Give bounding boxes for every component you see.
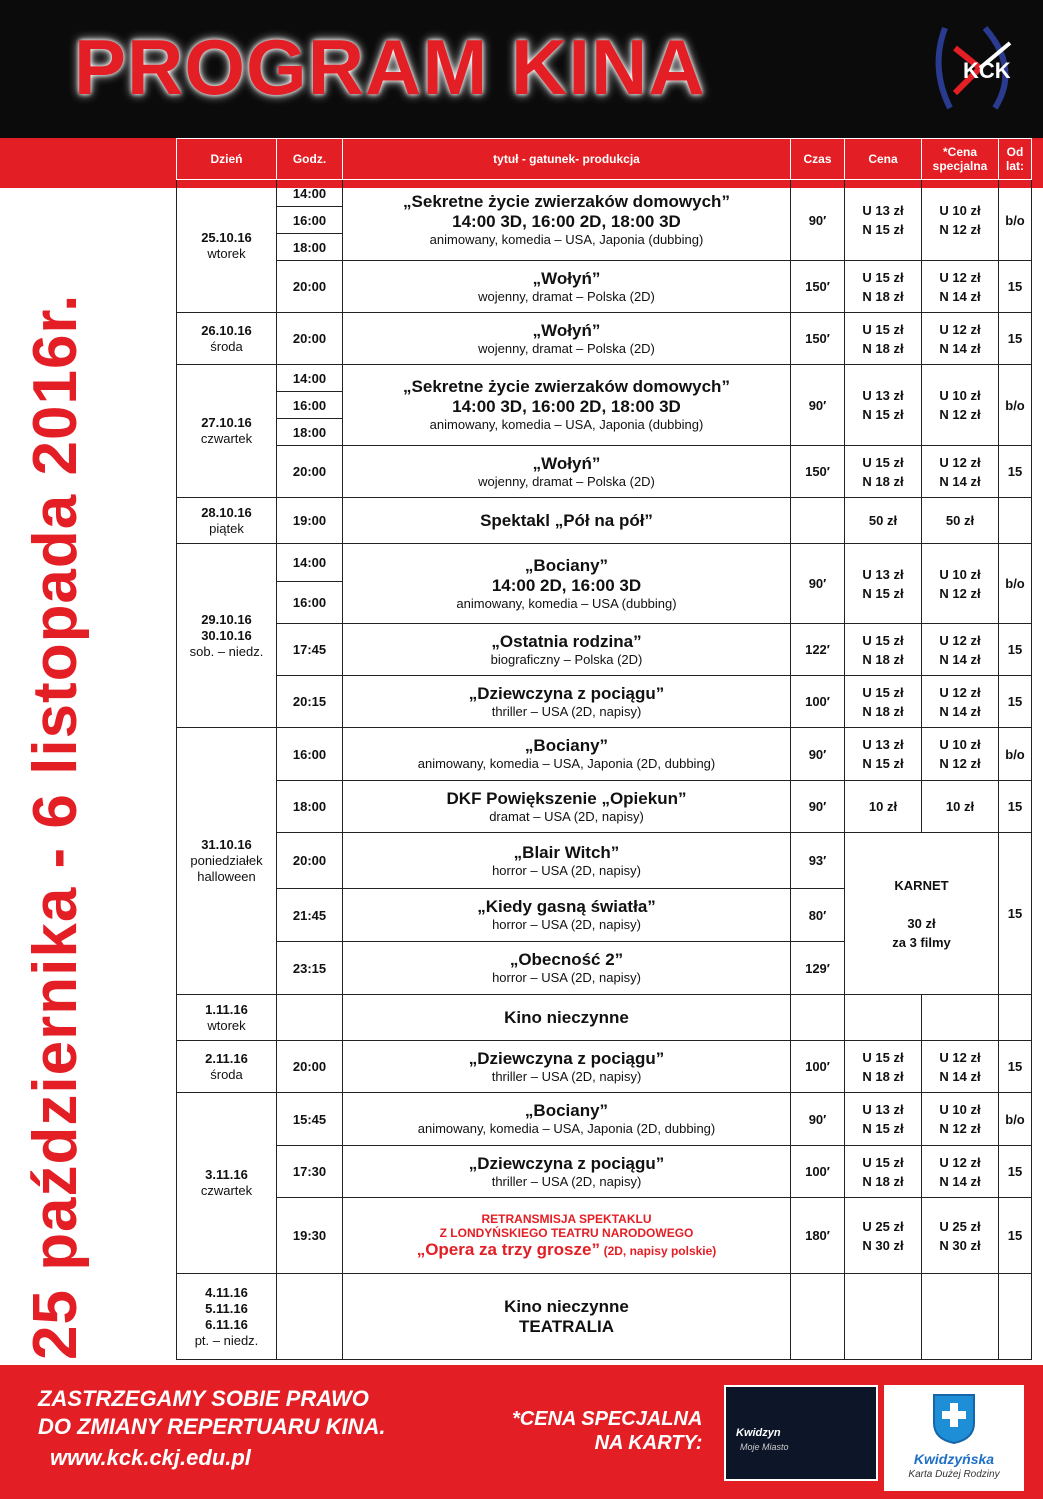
movie-cell: „Obecność 2” horror – USA (2D, napisy) — [343, 942, 791, 995]
table-row — [177, 544, 1032, 582]
price-cell: U 15 zł N 18 zł — [845, 1041, 922, 1093]
time-cell: 20:00 — [277, 261, 343, 313]
duration-cell: 90′ — [791, 728, 845, 781]
time-cell: 14:00 — [277, 365, 343, 392]
table-row — [177, 261, 1032, 313]
time-cell: 16:00 — [277, 392, 343, 419]
duration-cell: 150′ — [791, 261, 845, 313]
movie-cell: „Wołyń” wojenny, dramat – Polska (2D) — [343, 446, 791, 498]
special-price-cell: U 12 zł N 14 zł — [922, 676, 999, 728]
theatre-label: Z LONDYŃSKIEGO TEATRU NARODOWEGO — [439, 1225, 694, 1240]
duration-cell: 90′ — [791, 544, 845, 624]
movie-cell: Kino nieczynne — [343, 995, 791, 1041]
time-cell: 17:30 — [277, 1146, 343, 1198]
price-cell: U 13 zł N 15 zł — [845, 1093, 922, 1146]
age-cell: b/o — [999, 728, 1032, 781]
movie-cell: „Sekretne życie zwierzaków domowych” 14:00 3D, 16:00 2D, 18:00 3D animowany, komedia – USA, Japonia (dubbing) — [343, 180, 791, 261]
table-row — [177, 180, 1032, 207]
kwidzyn-card-text: Kwidzyn — [736, 1427, 781, 1439]
table-row — [177, 624, 1032, 676]
kwidzyn-card-subtext: Moje Miasto — [740, 1442, 789, 1452]
family-card — [884, 1385, 1024, 1491]
movie-cell: „Sekretne życie zwierzaków domowych” 14:00 3D, 16:00 2D, 18:00 3D animowany, komedia – USA, Japonia (dubbing) — [343, 365, 791, 446]
time-cell: 19:00 — [277, 498, 343, 544]
table-row — [177, 446, 1032, 498]
time-cell: 14:00 — [277, 544, 343, 582]
special-price-cell: U 10 zł N 12 zł — [922, 728, 999, 781]
time-cell: 20:00 — [277, 313, 343, 365]
time-cell — [277, 995, 343, 1041]
family-card-title: Kwidzyńska — [913, 1451, 995, 1467]
price-cell: U 15 zł N 18 zł — [845, 446, 922, 498]
price-cell: U 15 zł N 18 zł — [845, 261, 922, 313]
special-price-cell: U 12 zł N 14 zł — [922, 1146, 999, 1198]
age-cell: 15 — [999, 1198, 1032, 1274]
repertoire-notice: ZASTRZEGAMY SOBIE PRAWO DO ZMIANY REPERTUARU KINA. — [38, 1386, 386, 1439]
time-cell: 23:15 — [277, 942, 343, 995]
duration-cell — [791, 1274, 845, 1360]
special-price-cell: U 12 zł N 14 zł — [922, 261, 999, 313]
duration-cell: 90′ — [791, 365, 845, 446]
day-cell: 26.10.16 środa — [177, 313, 277, 365]
duration-cell: 180′ — [791, 1198, 845, 1274]
shield-icon — [932, 1393, 976, 1445]
duration-cell: 100′ — [791, 676, 845, 728]
schedule-table — [176, 138, 1032, 1360]
col-title: tytuł - gatunek- produkcja — [343, 139, 791, 180]
age-cell: 15 — [999, 1041, 1032, 1093]
special-price-cell: U 10 zł N 12 zł — [922, 365, 999, 446]
special-price-cell — [922, 995, 999, 1041]
duration-cell: 150′ — [791, 313, 845, 365]
special-price-cell: U 12 zł N 14 zł — [922, 446, 999, 498]
header-row — [177, 139, 1032, 180]
age-cell: 15 — [999, 781, 1032, 833]
movie-cell: „Bociany” animowany, komedia – USA, Japonia (2D, dubbing) — [343, 728, 791, 781]
movie-cell: „Wołyń” wojenny, dramat – Polska (2D) — [343, 261, 791, 313]
price-cell: U 13 zł N 15 zł — [845, 365, 922, 446]
website-link[interactable]: www.kck.ckj.edu.pl — [50, 1445, 251, 1470]
time-cell: 16:00 — [277, 728, 343, 781]
table-row — [177, 1093, 1032, 1146]
duration-cell — [791, 995, 845, 1041]
duration-cell: 90′ — [791, 1093, 845, 1146]
time-cell: 16:00 — [277, 582, 343, 624]
page-title: PROGRAM KINA — [74, 23, 706, 111]
price-cell: U 15 zł N 18 zł — [845, 676, 922, 728]
age-cell: b/o — [999, 544, 1032, 624]
col-day: Dzień — [177, 139, 277, 180]
movie-cell: Kino nieczynne TEATRALIA — [343, 1274, 791, 1360]
age-cell: 15 — [999, 676, 1032, 728]
age-cell: 15 — [999, 624, 1032, 676]
time-cell: 18:00 — [277, 781, 343, 833]
price-cell — [845, 995, 922, 1041]
duration-cell — [791, 498, 845, 544]
table-row — [177, 781, 1032, 833]
day-cell: 3.11.16 czwartek — [177, 1093, 277, 1274]
movie-cell: „Bociany” animowany, komedia – USA, Japonia (2D, dubbing) — [343, 1093, 791, 1146]
col-time: Godz. — [277, 139, 343, 180]
special-price-cell: U 10 zł N 12 zł — [922, 1093, 999, 1146]
price-cell: U 15 zł N 18 zł — [845, 624, 922, 676]
time-cell: 20:00 — [277, 446, 343, 498]
age-cell: b/o — [999, 1093, 1032, 1146]
special-price-note: *CENA SPECJALNA NA KARTY: — [512, 1408, 703, 1454]
duration-cell: 93′ — [791, 833, 845, 889]
footer — [0, 1365, 1043, 1499]
duration-cell: 90′ — [791, 180, 845, 261]
special-price-cell: U 25 zł N 30 zł — [922, 1198, 999, 1274]
table-row — [177, 1198, 1032, 1274]
time-cell: 17:45 — [277, 624, 343, 676]
age-cell: 15 — [999, 833, 1032, 995]
special-price-cell — [922, 1274, 999, 1360]
special-price-cell: U 12 zł N 14 zł — [922, 624, 999, 676]
retransmission-label: RETRANSMISJA SPEKTAKLU — [481, 1211, 652, 1226]
age-cell: 15 — [999, 1146, 1032, 1198]
col-age: Od lat: — [999, 139, 1032, 180]
age-cell — [999, 995, 1032, 1041]
day-cell: 1.11.16 wtorek — [177, 995, 277, 1041]
price-cell: U 13 zł N 15 zł — [845, 544, 922, 624]
price-cell: U 25 zł N 30 zł — [845, 1198, 922, 1274]
time-cell: 20:00 — [277, 833, 343, 889]
movie-cell: Spektakl „Pół na pół” — [343, 498, 791, 544]
time-cell: 19:30 — [277, 1198, 343, 1274]
time-cell: 21:45 — [277, 889, 343, 942]
table-row — [177, 1274, 1032, 1360]
time-cell: 18:00 — [277, 419, 343, 446]
price-cell: U 15 zł N 18 zł — [845, 1146, 922, 1198]
table-row — [177, 313, 1032, 365]
age-cell: 15 — [999, 446, 1032, 498]
col-special-price: *Cena specjalna — [922, 139, 999, 180]
duration-cell: 90′ — [791, 781, 845, 833]
movie-cell: RETRANSMISJA SPEKTAKLU Z LONDYŃSKIEGO TEATRU NARODOWEGO „Opera za trzy grosze” (2D, napisy polskie) — [343, 1198, 791, 1274]
col-price: Cena — [845, 139, 922, 180]
table-row — [177, 676, 1032, 728]
special-price-cell: U 10 zł N 12 zł — [922, 544, 999, 624]
time-cell: 18:00 — [277, 234, 343, 261]
time-cell — [277, 1274, 343, 1360]
movie-cell: „Dziewczyna z pociągu” thriller – USA (2D, napisy) — [343, 1146, 791, 1198]
movie-cell: „Bociany” 14:00 2D, 16:00 3D animowany, komedia – USA (dubbing) — [343, 544, 791, 624]
family-card-subtitle: Karta Dużej Rodziny — [908, 1469, 1000, 1480]
table-row — [177, 1041, 1032, 1093]
time-cell: 14:00 — [277, 180, 343, 207]
date-range-vertical: 25 października - 6 listopada 2016r. — [21, 293, 90, 1360]
day-cell: 27.10.16 czwartek — [177, 365, 277, 498]
table-row — [177, 995, 1032, 1041]
movie-cell: „Dziewczyna z pociągu” thriller – USA (2D, napisy) — [343, 676, 791, 728]
duration-cell: 150′ — [791, 446, 845, 498]
karnet-cell: KARNET 30 zł za 3 filmy — [845, 833, 999, 995]
special-price-cell: 50 zł — [922, 498, 999, 544]
age-cell — [999, 1274, 1032, 1360]
special-price-cell: U 12 zł N 14 zł — [922, 1041, 999, 1093]
time-cell: 20:15 — [277, 676, 343, 728]
movie-cell: DKF Powiększenie „Opiekun” dramat – USA (2D, napisy) — [343, 781, 791, 833]
movie-cell: „Dziewczyna z pociągu” thriller – USA (2D, napisy) — [343, 1041, 791, 1093]
special-price-cell: U 12 zł N 14 zł — [922, 313, 999, 365]
col-duration: Czas — [791, 139, 845, 180]
movie-cell: „Ostatnia rodzina” biograficzny – Polska (2D) — [343, 624, 791, 676]
duration-cell: 122′ — [791, 624, 845, 676]
age-cell: 15 — [999, 313, 1032, 365]
duration-cell: 129′ — [791, 942, 845, 995]
duration-cell: 80′ — [791, 889, 845, 942]
time-cell: 16:00 — [277, 207, 343, 234]
day-cell: 4.11.16 5.11.16 6.11.16 pt. – niedz. — [177, 1274, 277, 1360]
day-cell: 25.10.16 wtorek — [177, 180, 277, 313]
table-row — [177, 1146, 1032, 1198]
table-row — [177, 365, 1032, 392]
day-cell: 31.10.16 poniedziałek halloween — [177, 728, 277, 995]
table-row — [177, 498, 1032, 544]
price-cell: U 15 zł N 18 zł — [845, 313, 922, 365]
price-cell: U 13 zł N 15 zł — [845, 180, 922, 261]
movie-cell: „Blair Witch” horror – USA (2D, napisy) — [343, 833, 791, 889]
day-cell: 2.11.16 środa — [177, 1041, 277, 1093]
kwidzyn-card — [724, 1385, 878, 1481]
logo-text: KCK — [963, 58, 1011, 83]
age-cell: b/o — [999, 180, 1032, 261]
table-row — [177, 728, 1032, 781]
age-cell: 15 — [999, 261, 1032, 313]
price-cell — [845, 1274, 922, 1360]
price-cell: 50 zł — [845, 498, 922, 544]
duration-cell: 100′ — [791, 1146, 845, 1198]
special-price-cell: 10 zł — [922, 781, 999, 833]
header — [0, 0, 1043, 155]
movie-cell: „Wołyń” wojenny, dramat – Polska (2D) — [343, 313, 791, 365]
day-cell: 28.10.16 piątek — [177, 498, 277, 544]
special-price-cell: U 10 zł N 12 zł — [922, 180, 999, 261]
movie-cell: „Kiedy gasną światła” horror – USA (2D, napisy) — [343, 889, 791, 942]
price-cell: 10 zł — [845, 781, 922, 833]
kck-logo-icon — [925, 18, 1025, 118]
price-cell: U 13 zł N 15 zł — [845, 728, 922, 781]
duration-cell: 100′ — [791, 1041, 845, 1093]
table-row — [177, 833, 1032, 889]
age-cell: b/o — [999, 365, 1032, 446]
time-cell: 15:45 — [277, 1093, 343, 1146]
time-cell: 20:00 — [277, 1041, 343, 1093]
day-cell: 29.10.16 30.10.16 sob. – niedz. — [177, 544, 277, 728]
age-cell — [999, 498, 1032, 544]
